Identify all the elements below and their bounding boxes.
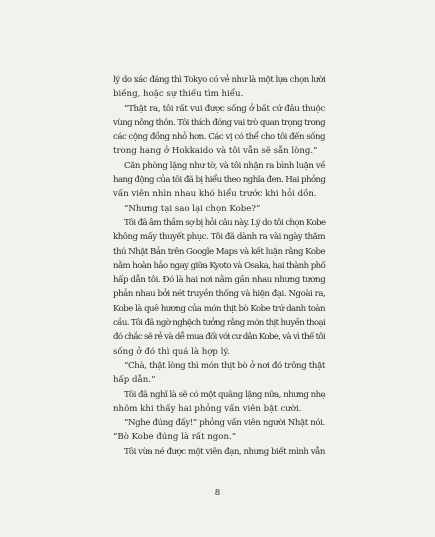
text-line: “Nghe đúng đấy!” phỏng vấn viên người Nhật nói.: [124, 418, 325, 429]
text-line: Tôi đã âm thầm sợ bị hỏi câu này. Lý do tôi chọn Kobe: [124, 217, 326, 228]
text-line: lý do xác đáng thì Tokyo có vẻ như là một lựa chọn lười: [113, 75, 326, 85]
text-line: nằm hoàn hảo ngay giữa Kyoto và Osaka, hai thành phố: [113, 260, 326, 271]
text-line: cầu. Tôi đã ngờ nghệch tưởng rằng món thịt huyền thoại: [113, 318, 326, 329]
text-line: Tôi đã nghĩ là sẽ có một quãng lặng nữa, nhưng nhẹ: [124, 389, 326, 400]
text-line: “Chà, thật lòng thì món thịt bò ở nơi đó trông thật: [124, 360, 326, 371]
page-body-text: [113, 73, 325, 459]
text-line: Căn phòng lặng như tờ, và tôi nhận ra bình luận về: [124, 160, 326, 171]
text-line: “Thật ra, tôi rất vui được sống ở bất cứ đâu thuộc: [124, 103, 325, 114]
text-line: Tôi vừa né được một viên đạn, nhưng biết mình vẫn: [124, 446, 325, 457]
text-line: hấp dẫn tôi. Đó là hai nơi nằm gần nhau nhưng tương: [113, 275, 326, 286]
text-line: “Bò Kobe đúng là rất ngon.”: [113, 432, 237, 443]
text-line: biếng, hoặc sự thiếu tìm hiểu.: [113, 89, 244, 100]
text-line: sống ở đó thì quá là hợp lý.: [113, 346, 230, 357]
text-line: vấn viên nhìn nhau khó hiểu trước khi hỏi dồn.: [113, 189, 317, 200]
text-line: không mấy thuyết phục. Tôi đã dành ra vài ngày thăm: [113, 232, 325, 243]
text-line: Kobe là quê hương của món thịt bò Kobe trứ danh toàn: [113, 303, 325, 314]
page-number: 8: [214, 488, 221, 498]
text-line: nhõm khi thấy hai phỏng vấn viên bật cười.: [113, 403, 302, 414]
text-line: đó chắc sẽ rẻ và dễ mua đối với cư dân Kobe, và vì thế tôi: [113, 332, 325, 343]
text-line: “Nhưng tại sao lại chọn Kobe?”: [124, 203, 261, 214]
text-line: vùng nông thôn. Tôi thích đóng vai trò quan trọng trong: [113, 117, 325, 128]
text-line: các cộng đồng nhỏ hơn. Các vị có thể cho tôi đến sống: [113, 132, 325, 143]
text-line: phản nhau bởi nét truyền thống và hiện đại. Ngoài ra,: [113, 289, 326, 300]
text-line: hấp dẫn.”: [113, 375, 156, 386]
text-line: trong hang ở Hokkaido và tôi vẫn sẽ sẵn lòng.”: [113, 146, 318, 157]
text-line: thú Nhật Bản trên Google Maps và kết luận rằng Kobe: [113, 246, 326, 257]
text-line: hang động của tôi đã bị hiểu theo nghĩa đen. Hai phỏng: [113, 175, 326, 186]
